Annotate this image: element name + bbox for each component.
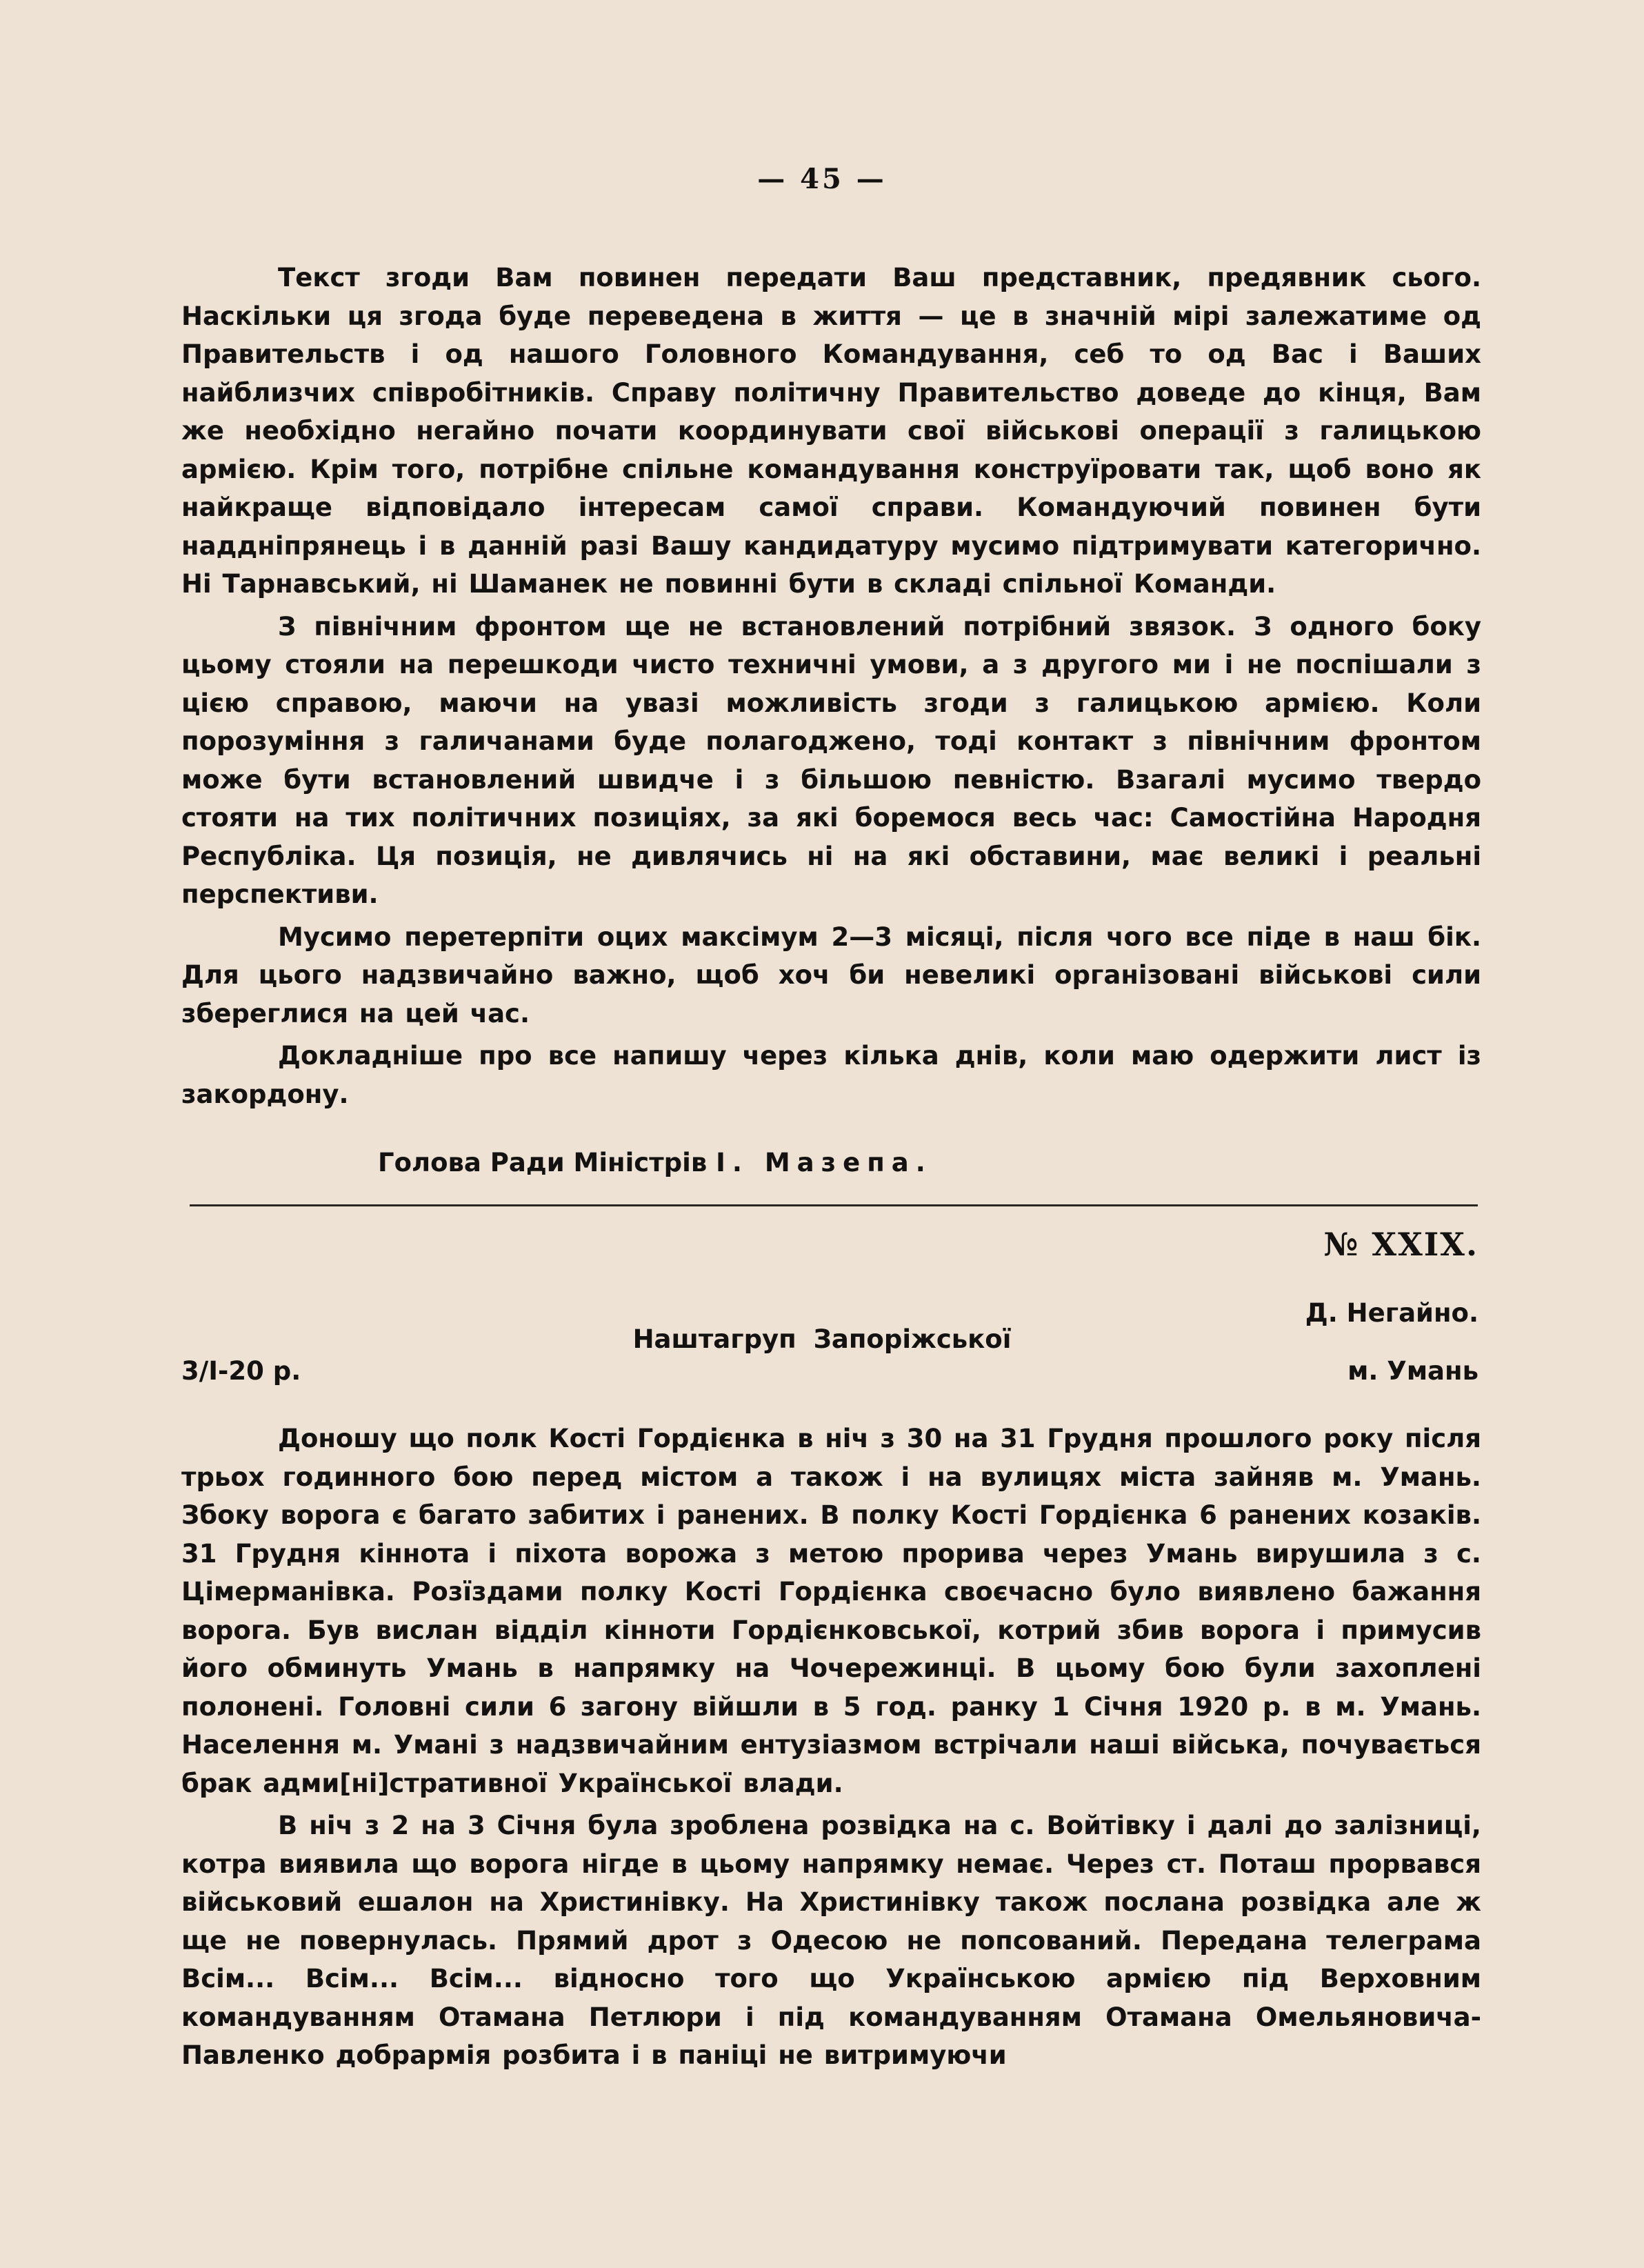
report-paragraph: В ніч з 2 на 3 Січня була зроблена розвідка на с. Войтівку і далі до залізниці, котра виявила що ворога нігде в цьому напрямку немає. Через ст. Поташ прорвався військовий ешалон на Христинівку. На Христинівку також послана розвідка але ж ще не повернулась. Прямий дрот з Одесою не попсований. Передана телеграма Всім... Всім... Всім... відносно того що Українською армією під Верховним командуванням Отамана Петлюри і під командуванням Отамана Омельяновича-Павленко добрармія розбита і в паніці не витримуючи [181, 1811, 1481, 2070]
signature [378, 1144, 932, 1182]
report-body [181, 1420, 1481, 2075]
letter-paragraph: Текст згоди Вам повинен передати Ваш представник, предявник сього. Наскільки ця згода буде переведена в життя — це в значній мірі залежатиме од Правительств і од нашого Головного Командування, себ то од Вас і Ваших найблизчих співробітників. Справу політичну Правительство доведе до кінця, Вам же необхідно негайно почати координувати свої військові операції з галицькою армією. Крім того, потрібне спільне командування конструїровати так, щоб воно як найкраще відповідало інтересам самої справи. Командуючий повинен бути наддніпрянець і в данній разі Вашу кандидатуру мусимо підтримувати категорично. Ні Тарнавський, ні Шаманек не повинні бути в складі спільної Команди. [181, 263, 1481, 599]
urgency-mark: Д. Негайно. [1305, 1298, 1478, 1328]
letter-body [181, 259, 1481, 1113]
document-place: м. Умань [1347, 1356, 1478, 1386]
document-date: 3/І-20 р. [181, 1356, 301, 1386]
document-number: № XXIX. [1323, 1226, 1478, 1263]
signature-name: І. Мазепа. [716, 1148, 932, 1177]
report-paragraph: Доношу що полк Кості Гордієнка в ніч з 30 на 31 Грудня прошлого року після трьох годинного бою перед містом а також і на вулицях міста зайняв м. Умань. Збоку ворога є багато забитих і ранених. В полку Кості Гордієнка 6 ранених козаків. 31 Грудня кіннота і піхота ворожа з метою прорива через Умань вирушила з с. Цімерманівка. Розїздами полку Кості Гордієнка своєчасно було виявлено бажання ворога. Був вислан відділ кінноти Гордієнковської, котрий збив ворога і примусив його обминуть Умань в напрямку на Чочережинці. В цьому бою були захоплені полонені. Головні сили 6 загону війшли в 5 год. ранку 1 Січня 1920 р. в м. Умань. Населення м. Умані з надзвичайним ентузіазмом встрічали наші війська, почувається брак адми[ні]стративної Української влади. [181, 1424, 1481, 1798]
page-number: — 45 — [757, 163, 887, 195]
recipient: Наштагруп Запоріжської [632, 1324, 1012, 1354]
signature-title: Голова Ради Міністрів [378, 1148, 708, 1177]
letter-paragraph: З північним фронтом ще не встановлений потрібний звязок. З одного боку цьому стояли на перешкоди чисто техничні умови, а з другого ми і не поспішали з цією справою, маючи на увазі можливість згоди з галицькою армією. Коли порозуміння з галичанами буде полагоджено, тоді контакт з північним фронтом може бути встановлений швидче і з більшою певністю. Взагалі мусимо твердо стояти на тих політичних позиціях, за які боремося весь час: Самостійна Народня Республіка. Ця позиція, не дивлячись ні на які обставини, має великі і реальні перспективи. [181, 611, 1481, 909]
letter-paragraph: Мусимо перетерпіти оцих максімум 2—3 місяці, після чого все піде в наш бік. Для цього надзвичайно важно, щоб хоч би невеликі організовані військові сили збереглися на цей час. [181, 922, 1481, 1028]
letter-paragraph: Докладніше про все напишу через кілька днів, коли маю одержити лист із закордону. [181, 1041, 1481, 1109]
section-divider [190, 1204, 1478, 1206]
